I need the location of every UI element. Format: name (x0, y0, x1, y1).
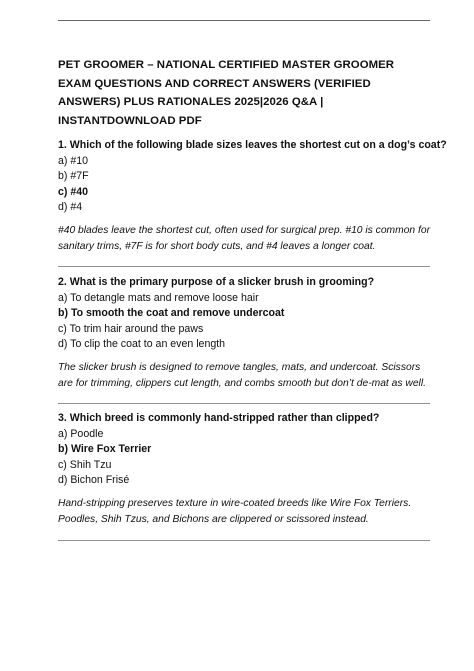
title-line: ANSWERS) PLUS RATIONALES 2025|2026 Q&A | (58, 96, 324, 109)
answer-option-d: d) To clip the coat to an even length (58, 338, 226, 350)
answer-option-c: c) To trim hair around the paws (58, 322, 204, 335)
rationale-text: Hand-stripping preserves texture in wire-coated breeds like Wire Fox Terriers. Poodles, Shih Tzus, and Bichons are clippered or scissored instead. (58, 497, 412, 525)
top-divider (58, 20, 430, 21)
section-divider (58, 266, 430, 267)
rationale-text: #40 blades leave the shortest cut, often used for surgical prep. #10 is common for sanitary trims, #7F is for short body cuts, and #4 leaves a longer coat. (58, 224, 431, 252)
correct-answer-option-c: c) #40 (58, 185, 89, 198)
question-block-2 (58, 275, 433, 392)
answer-option-a: a) To detangle mats and remove loose hair (58, 291, 259, 304)
answer-option-a: a) Poodle (58, 427, 104, 440)
correct-answer-option-b: b) Wire Fox Terrier (58, 443, 152, 455)
answer-option-b: b) #7F (58, 170, 89, 182)
title-line: PET GROOMER – NATIONAL CERTIFIED MASTER GROOMER (58, 59, 395, 71)
rationale-text: The slicker brush is designed to remove tangles, mats, and undercoat. Scissors are for trimming, clippers cut length, and combs smooth but don’t de-mat as well. (58, 361, 426, 389)
answer-option-d: d) Bichon Frisé (58, 474, 130, 486)
question-block-1 (58, 138, 447, 255)
question-text: 2. What is the primary purpose of a slicker brush in grooming? (58, 276, 375, 288)
section-divider (58, 540, 430, 541)
question-block-3 (58, 411, 433, 528)
title-line: INSTANTDOWNLOAD PDF (58, 114, 202, 127)
question-text: 3. Which breed is commonly hand-stripped rather than clipped? (58, 412, 380, 424)
answer-option-c: c) Shih Tzu (58, 458, 112, 471)
correct-answer-option-b: b) To smooth the coat and remove undercoat (58, 307, 285, 319)
question-text: 1. Which of the following blade sizes leaves the shortest cut on a dog’s coat? (58, 139, 447, 151)
answer-option-d: d) #4 (58, 201, 83, 213)
document-title (58, 56, 430, 130)
section-divider (58, 403, 430, 404)
answer-option-a: a) #10 (58, 154, 89, 167)
title-line: EXAM QUESTIONS AND CORRECT ANSWERS (VERIFIED (58, 77, 371, 90)
